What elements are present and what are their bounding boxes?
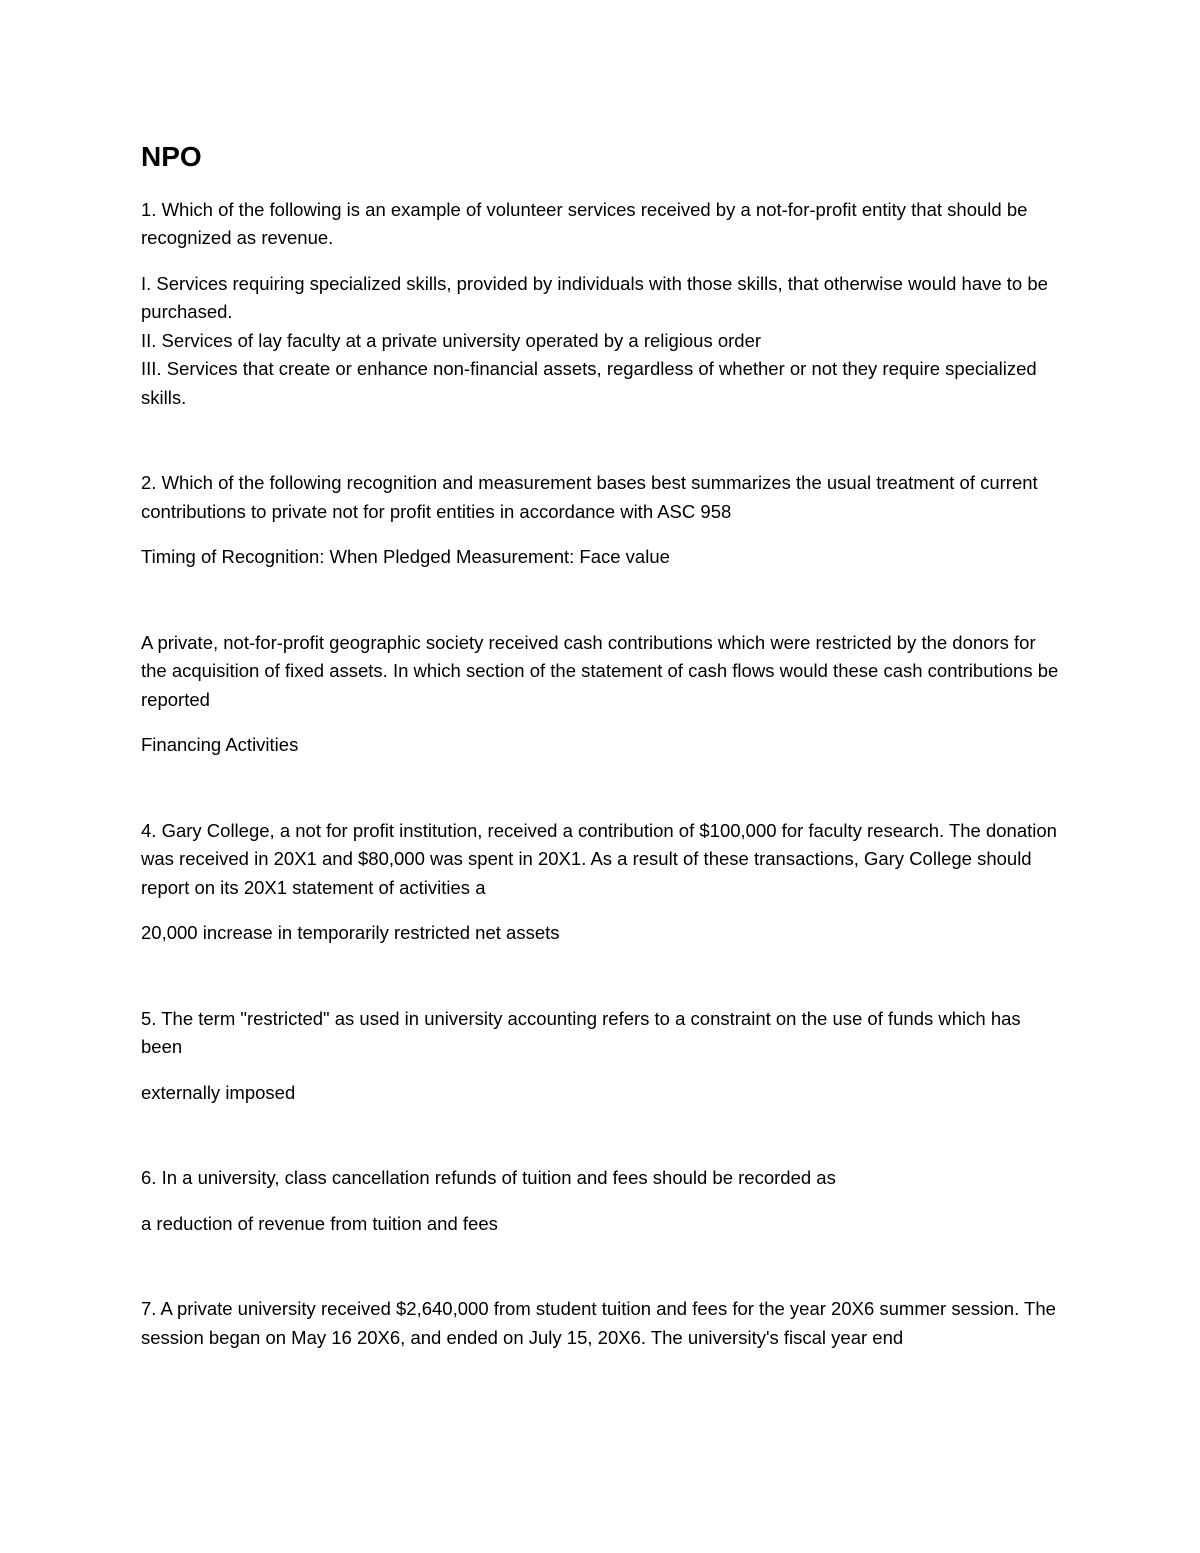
question-5: 5. The term "restricted" as used in university accounting refers to a constraint on the use of funds which has been bbox=[141, 1007, 1021, 1058]
document-page bbox=[141, 140, 1061, 1352]
question-1-option-3: III. Services that create or enhance non-financial assets, regardless of whether or not they require specialized skills. bbox=[141, 358, 1037, 408]
answer-2: Timing of Recognition: When Pledged Measurement: Face value bbox=[141, 546, 670, 568]
question-7: 7. A private university received $2,640,000 from student tuition and fees for the year 20X6 summer session. The session began on May 16 20X6, and ended on July 15, 20X6. The university's fiscal year end bbox=[141, 1298, 1056, 1348]
question-4: 4. Gary College, a not for profit institution, received a contribution of $100,000 for faculty research. The donation was received in 20X1 and $80,000 was spent in 20X1. As a result of these transactions, Gary College should report on its 20X1 statement of activities a bbox=[141, 819, 1057, 898]
answer-5: externally imposed bbox=[141, 1081, 296, 1103]
answer-4: 20,000 increase in temporarily restricted net assets bbox=[141, 922, 560, 944]
question-3: A private, not-for-profit geographic society received cash contributions which were restricted by the donors for the acquisition of fixed assets. In which section of the statement of cash flows would these cash contributions be reported bbox=[141, 631, 1059, 710]
answer-3: Financing Activities bbox=[141, 734, 299, 756]
question-2: 2. Which of the following recognition and measurement bases best summarizes the usual treatment of current contributions to private not for profit entities in accordance with ASC 958 bbox=[141, 472, 1038, 522]
question-6: 6. In a university, class cancellation refunds of tuition and fees should be recorded as bbox=[141, 1167, 836, 1189]
question-1-option-2: II. Services of lay faculty at a private university operated by a religious order bbox=[141, 329, 762, 351]
answer-6: a reduction of revenue from tuition and fees bbox=[141, 1212, 498, 1234]
question-1-option-1: I. Services requiring specialized skills, provided by individuals with those skills, that otherwise would have to be purchased. bbox=[141, 272, 1048, 323]
question-1: 1. Which of the following is an example of volunteer services received by a not-for-profit entity that should be recognized as revenue. bbox=[141, 198, 1028, 249]
document-title: NPO bbox=[141, 141, 202, 172]
